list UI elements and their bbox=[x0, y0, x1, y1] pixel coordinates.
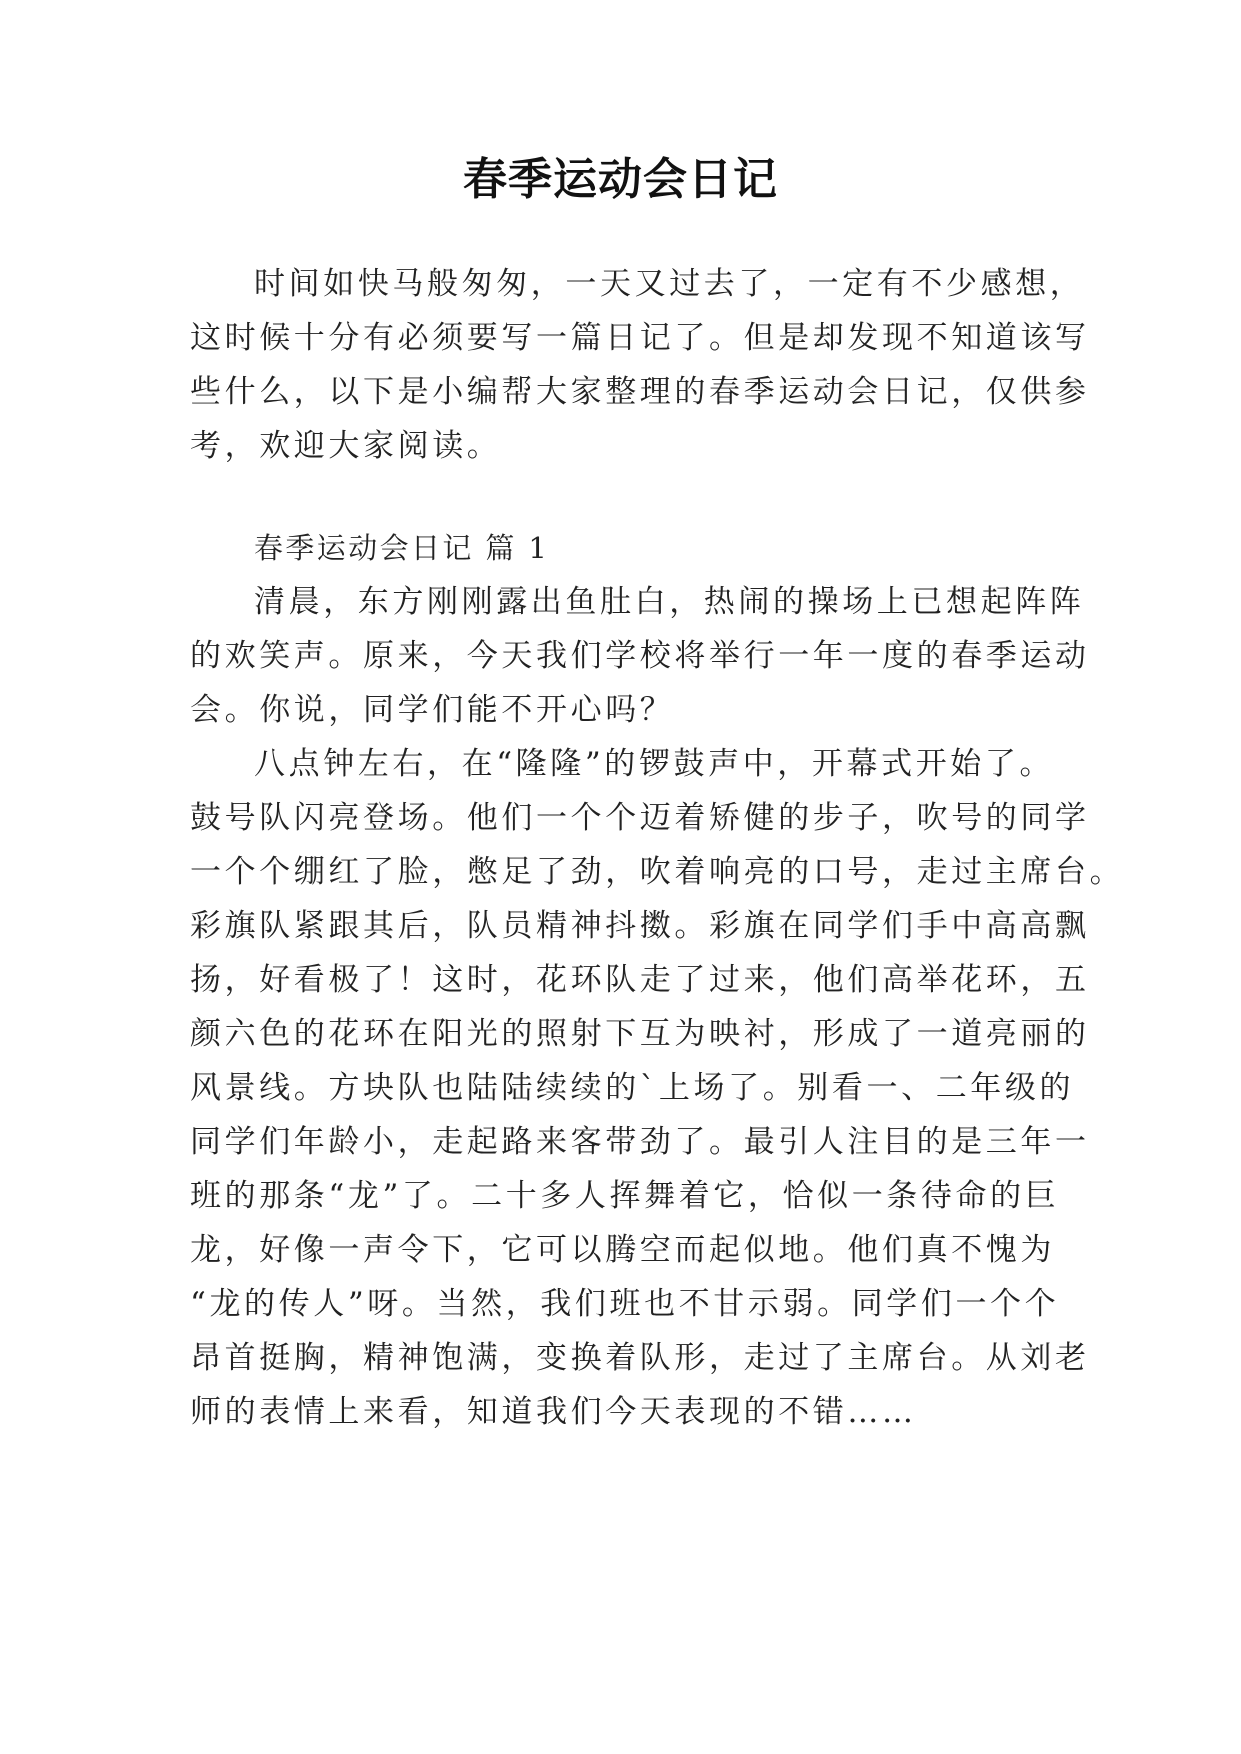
intro-line: 时间如快马般匆匆，一天又过去了，一定有不少感想， bbox=[254, 266, 1085, 302]
paragraph-line: 一个个绷红了脸，憋足了劲，吹着响亮的口号，走过主席台。 bbox=[190, 854, 1125, 890]
paragraph-line: 师的表情上来看，知道我们今天表现的不错…… bbox=[190, 1394, 917, 1430]
paragraph-line: 的欢笑声。原来，今天我们学校将举行一年一度的春季运动 bbox=[190, 638, 1090, 674]
section-heading: 春季运动会日记 篇 1 bbox=[254, 531, 550, 565]
paragraph-line: “龙的传人”呀。当然，我们班也不甘示弱。同学们一个个 bbox=[190, 1286, 1060, 1322]
paragraph-line: 扬，好看极了！这时，花环队走了过来，他们高举花环，五 bbox=[190, 962, 1090, 998]
paragraph-line: 颜六色的花环在阳光的照射下互为映衬，形成了一道亮丽的 bbox=[190, 1016, 1090, 1052]
paragraph-line: 八点钟左右，在“隆隆”的锣鼓声中，开幕式开始了。 bbox=[254, 746, 1055, 782]
intro-line: 些什么，以下是小编帮大家整理的春季运动会日记，仅供参 bbox=[190, 374, 1090, 410]
paragraph-line: 班的那条“龙”了。二十多人挥舞着它，恰似一条待命的巨 bbox=[190, 1178, 1060, 1214]
paragraph-line: 风景线。方块队也陆陆续续的`上场了。别看一、二年级的 bbox=[190, 1070, 1075, 1106]
paragraph-line: 同学们年龄小，走起路来客带劲了。最引人注目的是三年一 bbox=[190, 1124, 1090, 1160]
paragraph-line: 龙，好像一声令下，它可以腾空而起似地。他们真不愧为 bbox=[190, 1232, 1055, 1268]
paragraph-line: 清晨，东方刚刚露出鱼肚白，热闹的操场上已想起阵阵 bbox=[254, 584, 1085, 620]
intro-line: 这时候十分有必须要写一篇日记了。但是却发现不知道该写 bbox=[190, 320, 1090, 356]
intro-line: 考，欢迎大家阅读。 bbox=[190, 428, 502, 464]
paragraph-line: 彩旗队紧跟其后，队员精神抖擞。彩旗在同学们手中高高飘 bbox=[190, 908, 1090, 944]
paragraph-line: 昂首挺胸，精神饱满，变换着队形，走过了主席台。从刘老 bbox=[190, 1340, 1090, 1376]
document-title: 春季运动会日记 bbox=[463, 154, 778, 205]
paragraph-line: 会。你说，同学们能不开心吗？ bbox=[190, 692, 675, 728]
paragraph-line: 鼓号队闪亮登场。他们一个个迈着矫健的步子，吹号的同学 bbox=[190, 800, 1090, 836]
